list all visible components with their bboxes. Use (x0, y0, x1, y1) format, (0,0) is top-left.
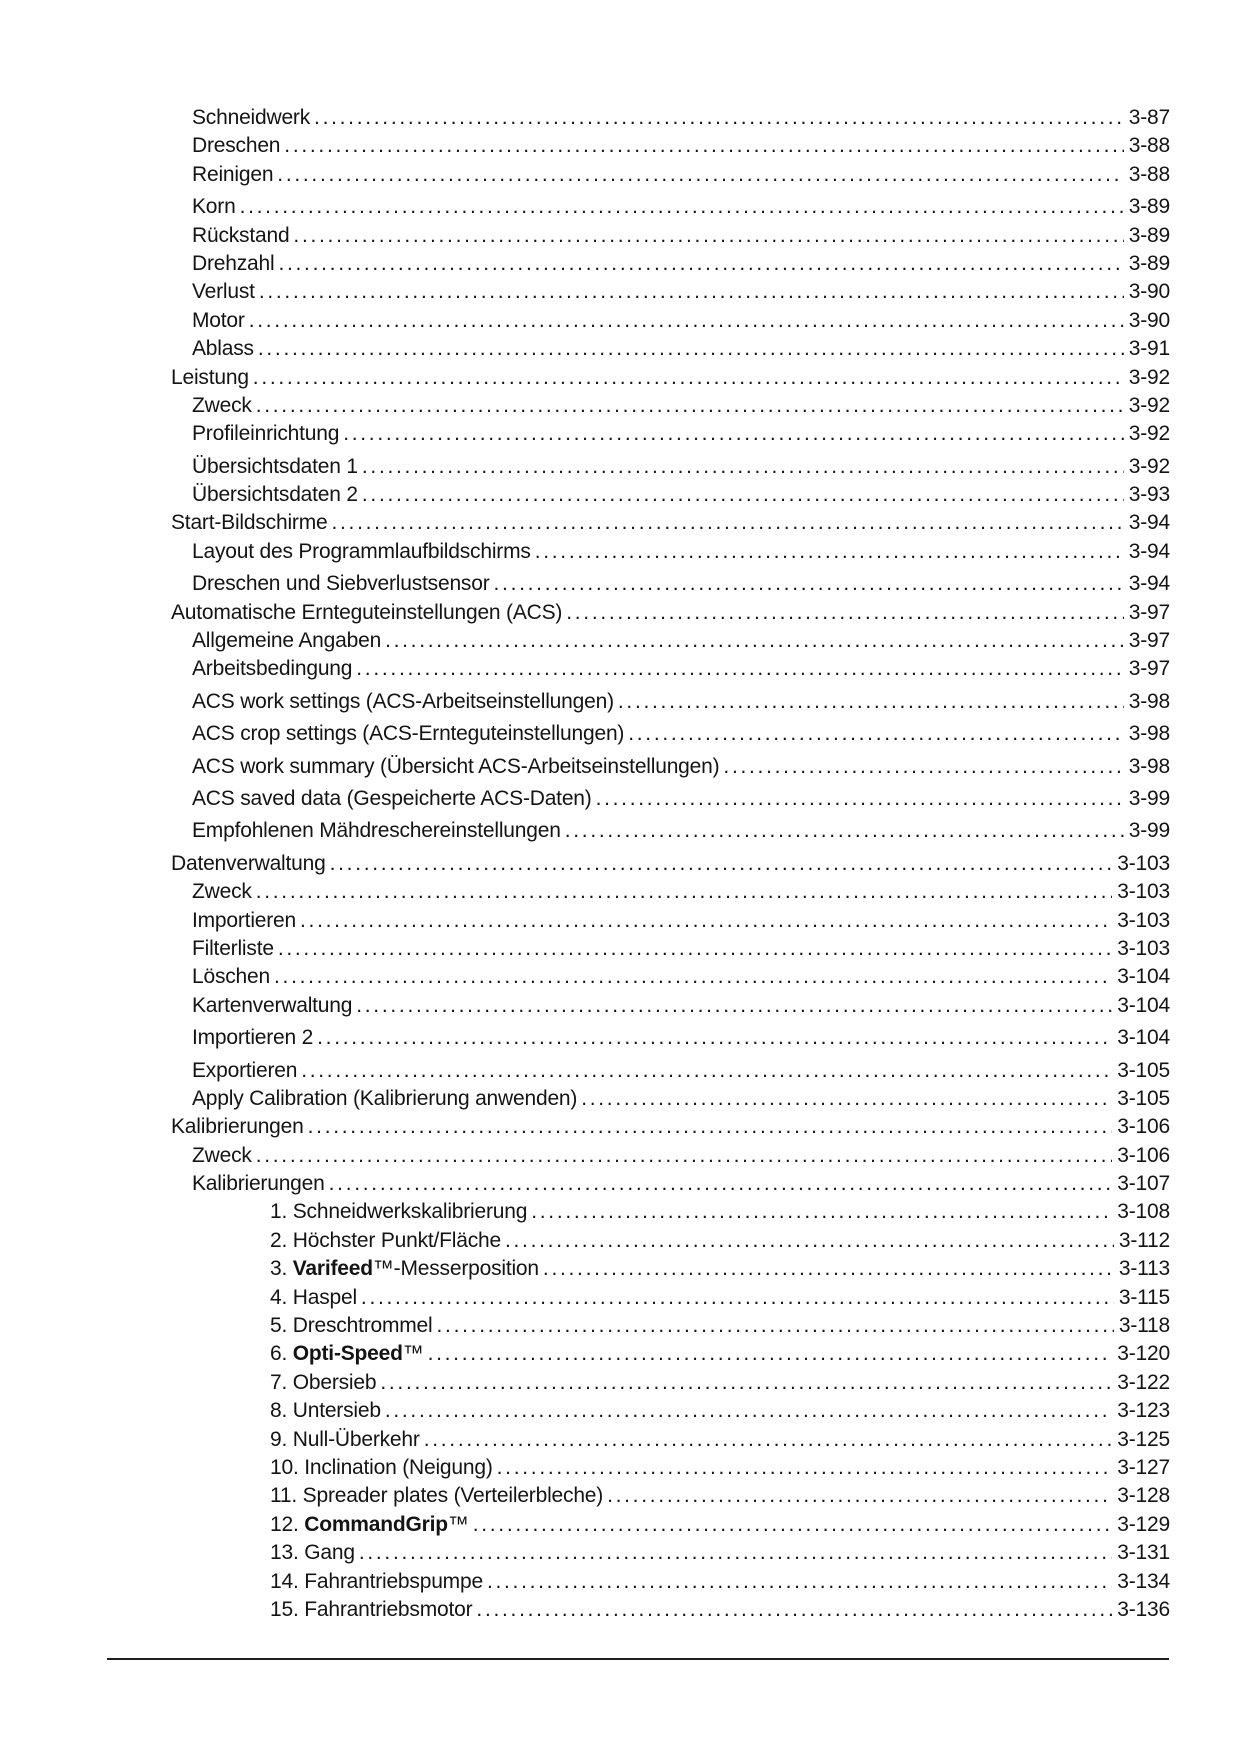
toc-entry-label (270, 1539, 355, 1567)
toc-entry-label-segment: Automatische Ernteguteinstellungen (ACS) (171, 600, 563, 624)
toc-entry-label-segment: Dreschen (192, 134, 281, 158)
toc-entry-page: 3-128 (1117, 1484, 1170, 1508)
toc-entry (107, 453, 1170, 481)
dotted-leader (723, 753, 1123, 781)
toc-entry (107, 335, 1170, 363)
toc-entry-page: 3-106 (1117, 1115, 1170, 1139)
toc-entry (107, 1539, 1170, 1567)
toc-entry-page: 3-93 (1128, 483, 1170, 507)
dotted-leader (531, 1198, 1112, 1226)
dotted-leader (256, 392, 1124, 420)
toc-entry-label (270, 1340, 424, 1368)
toc-entry-label-segment: 15. Fahrantriebsmotor (270, 1597, 473, 1621)
dotted-leader (505, 1227, 1114, 1255)
dotted-leader (385, 627, 1124, 655)
dotted-leader (565, 817, 1124, 845)
toc-entry (107, 1312, 1170, 1340)
toc-entry-label (192, 753, 719, 781)
toc-entry (107, 104, 1170, 132)
toc-entry-label (192, 627, 381, 655)
toc-entry-page: 3-104 (1117, 965, 1170, 989)
dotted-leader (256, 1142, 1113, 1170)
toc-list (107, 104, 1170, 1624)
toc-entry (107, 392, 1170, 420)
dotted-leader (362, 481, 1124, 509)
toc-entry-label (192, 963, 270, 991)
toc-entry (107, 878, 1170, 906)
toc-entry-label (270, 1397, 381, 1425)
toc-entry-label-segment: Datenverwaltung (171, 851, 326, 875)
toc-entry-page: 3-87 (1128, 106, 1170, 129)
toc-entry-label (192, 688, 614, 716)
toc-entry-page: 3-127 (1117, 1455, 1170, 1479)
toc-entry (107, 753, 1170, 781)
toc-entry-label-segment: Zweck (192, 1143, 252, 1167)
toc-entry-page: 3-97 (1128, 657, 1170, 681)
toc-entry (107, 1113, 1170, 1141)
toc-entry-label (171, 1113, 304, 1141)
toc-entry-page: 3-92 (1128, 454, 1170, 478)
toc-entry-label-segment: 9. Null-Überkehr (270, 1427, 420, 1451)
toc-entry-label-segment: 12. (270, 1512, 305, 1536)
toc-entry-label-segment: Ablass (192, 337, 254, 361)
toc-entry-label (192, 907, 296, 935)
toc-entry-label (270, 1255, 539, 1283)
toc-entry-page: 3-103 (1117, 908, 1170, 932)
toc-entry-label (192, 935, 274, 963)
toc-entry-label-segment: 14. Fahrantriebspumpe (270, 1569, 483, 1593)
toc-entry-page: 3-129 (1117, 1512, 1170, 1536)
toc-entry (107, 1426, 1170, 1454)
dotted-leader (308, 1113, 1113, 1141)
toc-entry-label (192, 1085, 577, 1113)
dotted-leader (607, 1482, 1112, 1510)
toc-entry-page: 3-89 (1128, 223, 1170, 247)
toc-entry-label-segment: Kalibrierungen (171, 1115, 304, 1139)
toc-entry-label-segment: Zweck (192, 393, 252, 417)
footer-rule (107, 1658, 1169, 1660)
toc-entry-label (192, 250, 274, 278)
toc-entry-page: 3-103 (1117, 851, 1170, 875)
toc-entry-label (192, 817, 561, 845)
toc-entry (107, 817, 1170, 845)
dotted-leader (437, 1312, 1114, 1340)
toc-entry-label-segment: Kartenverwaltung (192, 993, 353, 1017)
dotted-leader (497, 1454, 1113, 1482)
toc-entry-page: 3-94 (1128, 572, 1170, 596)
toc-entry (107, 481, 1170, 509)
toc-entry (107, 1284, 1170, 1312)
toc-entry-page: 3-98 (1128, 754, 1170, 778)
toc-entry-label-segment: Dreschen und Siebverlustsensor (192, 572, 490, 596)
toc-entry-page: 3-134 (1117, 1569, 1170, 1593)
toc-entry-label (192, 570, 490, 598)
toc-entry-page: 3-88 (1128, 162, 1170, 186)
toc-entry-label (192, 720, 624, 748)
dotted-leader (301, 1057, 1112, 1085)
dotted-leader (618, 688, 1124, 716)
toc-entry-label-segment: Korn (192, 195, 236, 219)
toc-entry (107, 1255, 1170, 1283)
toc-entry-label (270, 1312, 433, 1340)
toc-entry (107, 1024, 1170, 1052)
dotted-leader (284, 132, 1123, 160)
toc-entry-page: 3-94 (1128, 511, 1170, 535)
dotted-leader (494, 570, 1124, 598)
toc-entry-page: 3-125 (1117, 1427, 1170, 1451)
toc-entry-label-segment: 6. (270, 1342, 293, 1366)
toc-entry-label (192, 132, 280, 160)
toc-entry-page: 3-122 (1117, 1370, 1170, 1394)
toc-entry-label (192, 104, 310, 132)
toc-entry (107, 538, 1170, 566)
toc-entry-label (270, 1426, 420, 1454)
toc-entry-label-segment: Verlust (192, 280, 255, 304)
dotted-leader (473, 1511, 1113, 1539)
toc-entry-label-segment: 5. Dreschtrommel (270, 1314, 433, 1338)
toc-entry-page: 3-105 (1117, 1086, 1170, 1110)
dotted-leader (361, 1284, 1114, 1312)
toc-entry-label-segment: ACS crop settings (ACS-Ernteguteinstellungen) (192, 722, 625, 746)
toc-entry-label-segment: ACS work summary (Übersicht ACS-Arbeitseinstellungen) (192, 754, 720, 778)
toc-entry-page: 3-98 (1128, 722, 1170, 746)
dotted-leader (258, 335, 1124, 363)
toc-entry-page: 3-90 (1128, 280, 1170, 304)
toc-entry-label-segment: Übersichtsdaten 2 (192, 483, 358, 507)
toc-entry-label-segment: Übersichtsdaten 1 (192, 454, 358, 478)
toc-entry-label-segment: Motor (192, 308, 245, 332)
toc-entry-page: 3-136 (1117, 1597, 1170, 1621)
toc-entry-page: 3-107 (1117, 1172, 1170, 1196)
toc-entry (107, 720, 1170, 748)
dotted-leader (317, 1024, 1112, 1052)
toc-entry-page: 3-104 (1117, 1026, 1170, 1050)
toc-entry-page: 3-89 (1128, 251, 1170, 275)
toc-entry-label-segment: Kalibrierungen (192, 1172, 325, 1196)
toc-entry (107, 1170, 1170, 1198)
toc-entry (107, 1227, 1170, 1255)
toc-entry-page: 3-123 (1117, 1399, 1170, 1423)
toc-entry-label-segment: Schneidwerk (192, 106, 311, 129)
toc-entry-label (171, 599, 562, 627)
toc-entry-label (192, 278, 255, 306)
toc-entry (107, 161, 1170, 189)
toc-entry-label-segment: ACS work settings (ACS-Arbeitseinstellungen) (192, 689, 614, 713)
toc-entry-page: 3-115 (1118, 1285, 1170, 1309)
toc-entry-label-segment: 1. Schneidwerkskalibrierung (270, 1200, 528, 1224)
toc-entry (107, 1454, 1170, 1482)
toc-entry-label-segment: Profileinrichtung (192, 422, 340, 446)
dotted-leader (314, 104, 1124, 132)
toc-entry-label-segment: 10. Inclination (Neigung) (270, 1455, 493, 1479)
toc-entry-page: 3-118 (1118, 1314, 1170, 1338)
toc-entry-label-bold-segment: Opti-Speed (292, 1342, 403, 1366)
toc-entry (107, 992, 1170, 1020)
toc-entry-label-segment: Filterliste (192, 936, 274, 960)
dotted-leader (331, 509, 1123, 537)
toc-entry-label-segment: Layout des Programmlaufbildschirms (192, 539, 531, 563)
dotted-leader (424, 1426, 1113, 1454)
toc-entry-label (192, 481, 358, 509)
dotted-leader (330, 850, 1113, 878)
dotted-leader (356, 992, 1112, 1020)
toc-entry-label (192, 392, 252, 420)
dotted-leader (566, 599, 1124, 627)
toc-entry (107, 509, 1170, 537)
dotted-leader (293, 222, 1123, 250)
toc-entry-label-segment: ™-Messerposition (372, 1257, 539, 1281)
toc-entry (107, 1397, 1170, 1425)
toc-entry-label-segment: Exportieren (192, 1058, 298, 1082)
toc-entry-page: 3-103 (1117, 880, 1170, 904)
toc-entry-page: 3-92 (1128, 393, 1170, 417)
dotted-leader (359, 1539, 1112, 1567)
toc-entry-page: 3-97 (1128, 600, 1170, 624)
toc-entry-page: 3-88 (1128, 134, 1170, 158)
toc-entry-label-segment: Reinigen (192, 162, 274, 186)
dotted-leader (380, 1369, 1112, 1397)
toc-entry-page: 3-106 (1117, 1143, 1170, 1167)
toc-entry-label (171, 364, 249, 392)
dotted-leader (240, 193, 1124, 221)
toc-entry-label-segment: Apply Calibration (Kalibrierung anwenden) (192, 1086, 578, 1110)
toc-entry-label-segment: Importieren (192, 908, 297, 932)
toc-entry (107, 1085, 1170, 1113)
toc-entry-page: 3-113 (1118, 1257, 1170, 1281)
toc-entry (107, 222, 1170, 250)
toc-entry-label-segment: Empfohlenen Mähdreschereinstellungen (192, 819, 561, 843)
toc-entry-label-segment: 4. Haspel (270, 1285, 357, 1309)
toc-entry (107, 935, 1170, 963)
toc-entry (107, 1568, 1170, 1596)
toc-entry (107, 1057, 1170, 1085)
toc-entry-label (192, 193, 236, 221)
toc-entry-label-segment: 7. Obersieb (270, 1370, 377, 1394)
toc-entry (107, 599, 1170, 627)
toc-entry (107, 627, 1170, 655)
toc-entry (107, 655, 1170, 683)
dotted-leader (362, 453, 1124, 481)
toc-entry-label (270, 1227, 501, 1255)
toc-entry (107, 420, 1170, 448)
toc-entry-label (270, 1454, 493, 1482)
toc-entry-label-segment: 3. (270, 1257, 293, 1281)
toc-entry-page: 3-92 (1128, 422, 1170, 446)
dotted-leader (253, 364, 1124, 392)
toc-entry (107, 688, 1170, 716)
dotted-leader (300, 907, 1112, 935)
toc-entry-label-segment: Importieren 2 (192, 1026, 314, 1050)
toc-entry-label (270, 1284, 357, 1312)
toc-entry-label (171, 509, 327, 537)
toc-entry (107, 570, 1170, 598)
dotted-leader (278, 935, 1112, 963)
toc-entry (107, 364, 1170, 392)
toc-entry-label (270, 1568, 483, 1596)
toc-entry-label (270, 1198, 527, 1226)
toc-entry-label (270, 1511, 469, 1539)
dotted-leader (343, 420, 1124, 448)
toc-entry (107, 278, 1170, 306)
toc-entry-label (192, 1024, 313, 1052)
toc-entry (107, 850, 1170, 878)
toc-entry-page: 3-105 (1117, 1058, 1170, 1082)
toc-entry-page: 3-112 (1118, 1228, 1170, 1252)
dotted-leader (476, 1596, 1112, 1624)
toc-entry-label-segment: ™ (447, 1512, 469, 1536)
toc-entry (107, 307, 1170, 335)
toc-entry-label (192, 878, 252, 906)
dotted-leader (256, 878, 1113, 906)
toc-entry-label-bold-segment: Varifeed (292, 1257, 373, 1281)
toc-entry-page: 3-98 (1128, 689, 1170, 713)
toc-entry (107, 907, 1170, 935)
toc-entry-label-segment: 11. Spreader plates (Verteilerbleche) (270, 1484, 604, 1508)
toc-entry-page: 3-99 (1128, 819, 1170, 843)
toc-entry-page: 3-131 (1117, 1541, 1170, 1565)
toc-entry (107, 132, 1170, 160)
dotted-leader (277, 161, 1123, 189)
dotted-leader (259, 278, 1124, 306)
toc-entry (107, 250, 1170, 278)
toc-entry-label-bold-segment: CommandGrip (304, 1512, 448, 1536)
toc-entry (107, 963, 1170, 991)
toc-entry (107, 1198, 1170, 1226)
dotted-leader (329, 1170, 1113, 1198)
dotted-leader (596, 785, 1124, 813)
toc-entry-label-segment: ACS saved data (Gespeicherte ACS-Daten) (192, 786, 592, 810)
toc-entry-label-segment: Arbeitsbedingung (192, 657, 353, 681)
toc-entry-label (192, 1057, 297, 1085)
dotted-leader (249, 307, 1124, 335)
dotted-leader (581, 1085, 1112, 1113)
toc-entry-label-segment: Start-Bildschirme (171, 511, 328, 535)
toc-entry (107, 1596, 1170, 1624)
toc-entry (107, 1482, 1170, 1510)
toc-entry-label (192, 420, 339, 448)
toc-entry-page: 3-108 (1117, 1200, 1170, 1224)
toc-entry-label-segment: 8. Untersieb (270, 1399, 381, 1423)
toc-entry-label (192, 453, 358, 481)
toc-entry-label (192, 785, 592, 813)
toc-entry-label (270, 1369, 376, 1397)
toc-entry-label (192, 1142, 252, 1170)
dotted-leader (428, 1340, 1113, 1368)
toc-entry-page: 3-92 (1128, 365, 1170, 389)
toc-entry-label (192, 222, 289, 250)
toc-entry-label (171, 850, 326, 878)
toc-entry-label (270, 1482, 603, 1510)
dotted-leader (356, 655, 1124, 683)
dotted-leader (628, 720, 1124, 748)
toc-entry-page: 3-89 (1128, 195, 1170, 219)
toc-entry (107, 1369, 1170, 1397)
toc-entry-label-segment: Löschen (192, 965, 270, 989)
toc-entry (107, 1511, 1170, 1539)
toc-entry-label (192, 538, 531, 566)
toc-entry-page: 3-97 (1128, 629, 1170, 653)
toc-entry-label-segment: Rückstand (192, 223, 290, 247)
dotted-leader (543, 1255, 1114, 1283)
dotted-leader (278, 250, 1123, 278)
toc-entry-page: 3-104 (1117, 993, 1170, 1017)
toc-entry (107, 785, 1170, 813)
toc-entry-label (192, 161, 273, 189)
toc-entry-label-segment: Zweck (192, 880, 252, 904)
dotted-leader (487, 1568, 1112, 1596)
toc-entry-label (192, 1170, 325, 1198)
toc-entry (107, 1142, 1170, 1170)
toc-entry-label (192, 655, 352, 683)
toc-entry-label-segment: Drehzahl (192, 251, 275, 275)
toc-entry-page: 3-90 (1128, 308, 1170, 332)
toc-entry-label (192, 992, 352, 1020)
toc-entry (107, 193, 1170, 221)
toc-entry-page: 3-99 (1128, 786, 1170, 810)
toc-entry-label (270, 1596, 472, 1624)
toc-entry-label-segment: Leistung (171, 365, 249, 389)
toc-entry-page: 3-91 (1128, 337, 1170, 361)
toc-entry-label (192, 307, 245, 335)
toc-entry-page: 3-94 (1128, 539, 1170, 563)
dotted-leader (385, 1397, 1112, 1425)
toc-entry-label-segment: 13. Gang (270, 1541, 355, 1565)
toc-entry-label-segment: ™ (402, 1342, 424, 1366)
toc-entry-page: 3-120 (1117, 1342, 1170, 1366)
toc-entry-label-segment: 2. Höchster Punkt/Fläche (270, 1228, 501, 1252)
toc-entry (107, 1340, 1170, 1368)
toc-entry-label (192, 335, 254, 363)
dotted-leader (535, 538, 1124, 566)
toc-entry-label-segment: Allgemeine Angaben (192, 629, 382, 653)
dotted-leader (274, 963, 1112, 991)
toc-entry-page: 3-103 (1117, 936, 1170, 960)
